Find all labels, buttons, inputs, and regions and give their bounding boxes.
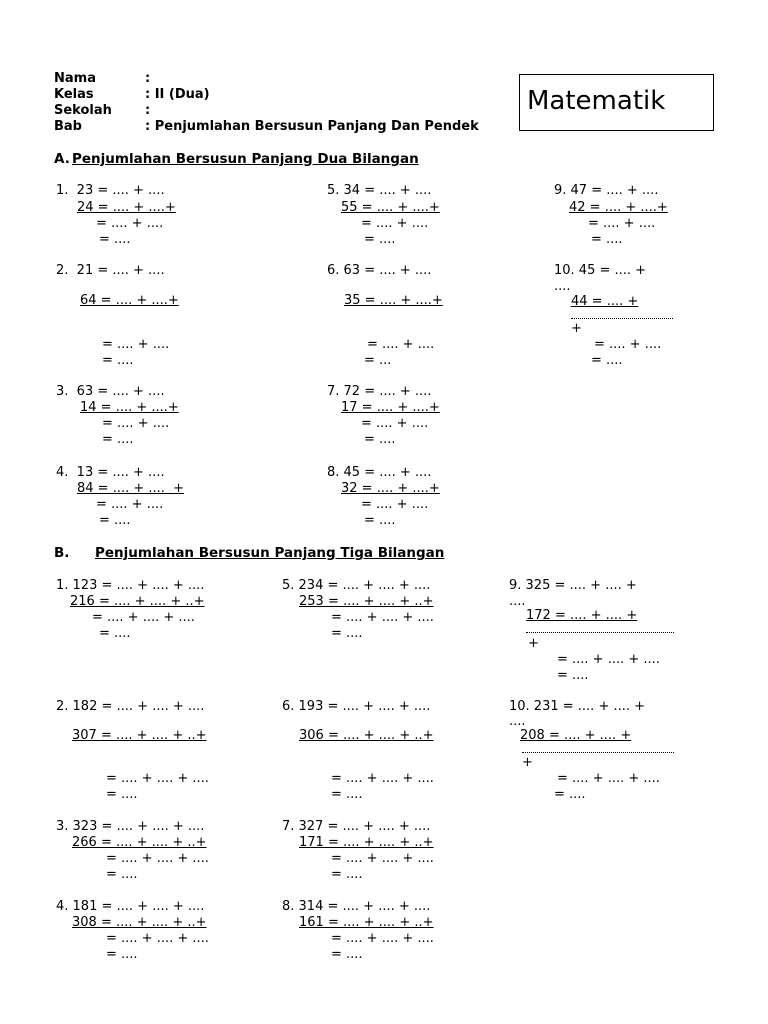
a5-line1: 5. 34 = .... + ....	[327, 183, 432, 198]
b9-line3: = .... + .... + ....	[557, 652, 660, 667]
b8-line1: 8. 314 = .... + .... + ....	[282, 899, 431, 914]
b3-line4: = ....	[106, 867, 138, 882]
a10-line2b: +	[571, 321, 582, 336]
a3-line2: 14 = .... + ....+	[80, 400, 179, 415]
b10-line2b: +	[522, 755, 533, 770]
a2-line2: 64 = .... + ....+	[80, 293, 179, 308]
a8-line3: = .... + ....	[361, 497, 429, 512]
a3-line4: = ....	[102, 432, 134, 447]
b10-line2: 208 = .... + .... +	[520, 728, 632, 743]
b7-line2: 171 = .... + .... + ..+	[299, 835, 434, 850]
b6-line4: = ....	[331, 787, 363, 802]
b1-line4: = ....	[99, 626, 131, 641]
a5-line4: = ....	[364, 232, 396, 247]
b6-line1: 6. 193 = .... + .... + ....	[282, 699, 431, 714]
a6-line1: 6. 63 = .... + ....	[327, 263, 432, 278]
a10-dotted-line	[571, 318, 673, 319]
b4-line1: 4. 181 = .... + .... + ....	[56, 899, 205, 914]
b4-line2: 308 = .... + .... + ..+	[72, 915, 207, 930]
b10-line1: 10. 231 = .... + .... +	[509, 699, 646, 714]
b10-dotted-line	[522, 752, 674, 753]
b4-line4: = ....	[106, 947, 138, 962]
b10-line1b: ....	[509, 714, 526, 729]
a10-line1b: ....	[554, 279, 571, 294]
b2-line3: = .... + .... + ....	[106, 771, 209, 786]
a4-line1: 4. 13 = .... + ....	[56, 465, 165, 480]
a1-line1: 1. 23 = .... + ....	[56, 183, 165, 198]
a10-line3: = .... + ....	[594, 337, 662, 352]
a7-line2: 17 = .... + ....+	[341, 400, 440, 415]
a4-line2: 84 = .... + .... +	[77, 481, 185, 496]
b5-line1: 5. 234 = .... + .... + ....	[282, 578, 431, 593]
b1-line3: = .... + .... + ....	[92, 610, 195, 625]
b4-line3: = .... + .... + ....	[106, 931, 209, 946]
nama-label: Nama	[54, 71, 96, 86]
a10-line4: = ....	[591, 353, 623, 368]
b9-line2: 172 = .... + .... +	[526, 608, 638, 623]
a4-line4: = ....	[99, 513, 131, 528]
a10-line2: 44 = .... +	[571, 294, 639, 309]
b7-line3: = .... + .... + ....	[331, 851, 434, 866]
subject-title: Matematik	[527, 86, 666, 116]
a3-line3: = .... + ....	[102, 416, 170, 431]
b7-line1: 7. 327 = .... + .... + ....	[282, 819, 431, 834]
kelas-value: : II (Dua)	[145, 87, 210, 102]
nama-colon: :	[145, 71, 151, 86]
a10-line1: 10. 45 = .... +	[554, 263, 647, 278]
b5-line3: = .... + .... + ....	[331, 610, 434, 625]
b9-dotted-line	[526, 632, 674, 633]
a6-line4: = ...	[364, 353, 392, 368]
b9-line1b: ....	[509, 594, 526, 609]
a9-line4: = ....	[591, 232, 623, 247]
b2-line2: 307 = .... + .... + ..+	[72, 728, 207, 743]
b9-line2b: +	[528, 636, 539, 651]
a6-line2: 35 = .... + ....+	[344, 293, 443, 308]
a5-line2: 55 = .... + ....+	[341, 200, 440, 215]
a5-line3: = .... + ....	[361, 216, 429, 231]
b6-line2: 306 = .... + .... + ..+	[299, 728, 434, 743]
a7-line3: = .... + ....	[361, 416, 429, 431]
a2-line4: = ....	[102, 353, 134, 368]
b10-line3: = .... + .... + ....	[557, 771, 660, 786]
a8-line4: = ....	[364, 513, 396, 528]
kelas-label: Kelas	[54, 87, 94, 102]
b9-line1: 9. 325 = .... + .... +	[509, 578, 637, 593]
section-a-title: Penjumlahan Bersusun Panjang Dua Bilangan	[72, 151, 419, 167]
b8-line4: = ....	[331, 947, 363, 962]
a1-line2: 24 = .... + ....+	[77, 200, 176, 215]
b6-line3: = .... + .... + ....	[331, 771, 434, 786]
b5-line4: = ....	[331, 626, 363, 641]
a9-line1: 9. 47 = .... + ....	[554, 183, 659, 198]
bab-value: : Penjumlahan Bersusun Panjang Dan Pendek	[145, 119, 479, 134]
section-a-letter: A.	[54, 151, 70, 167]
a2-line3: = .... + ....	[102, 337, 170, 352]
sekolah-label: Sekolah	[54, 103, 112, 118]
b3-line1: 3. 323 = .... + .... + ....	[56, 819, 205, 834]
a6-line3: = .... + ....	[367, 337, 435, 352]
a8-line2: 32 = .... + ....+	[341, 481, 440, 496]
b10-line4: = ....	[554, 787, 586, 802]
b2-line1: 2. 182 = .... + .... + ....	[56, 699, 205, 714]
a9-line2: 42 = .... + ....+	[569, 200, 668, 215]
section-b-title: Penjumlahan Bersusun Panjang Tiga Bilangan	[95, 545, 445, 561]
bab-label: Bab	[54, 119, 82, 134]
a4-line3: = .... + ....	[96, 497, 164, 512]
a2-line1: 2. 21 = .... + ....	[56, 263, 165, 278]
b8-line3: = .... + .... + ....	[331, 931, 434, 946]
b3-line2: 266 = .... + .... + ..+	[72, 835, 207, 850]
a3-line1: 3. 63 = .... + ....	[56, 384, 165, 399]
b3-line3: = .... + .... + ....	[106, 851, 209, 866]
a9-line3: = .... + ....	[588, 216, 656, 231]
section-b-letter: B.	[54, 545, 70, 561]
a1-line4: = ....	[99, 232, 131, 247]
b1-line1: 1. 123 = .... + .... + ....	[56, 578, 205, 593]
a7-line1: 7. 72 = .... + ....	[327, 384, 432, 399]
b7-line4: = ....	[331, 867, 363, 882]
b8-line2: 161 = .... + .... + ..+	[299, 915, 434, 930]
sekolah-colon: :	[145, 103, 151, 118]
a8-line1: 8. 45 = .... + ....	[327, 465, 432, 480]
b2-line4: = ....	[106, 787, 138, 802]
b9-line4: = ....	[557, 668, 589, 683]
b5-line2: 253 = .... + .... + ..+	[299, 594, 434, 609]
b1-line2: 216 = .... + .... + ..+	[70, 594, 205, 609]
a1-line3: = .... + ....	[96, 216, 164, 231]
a7-line4: = ....	[364, 432, 396, 447]
